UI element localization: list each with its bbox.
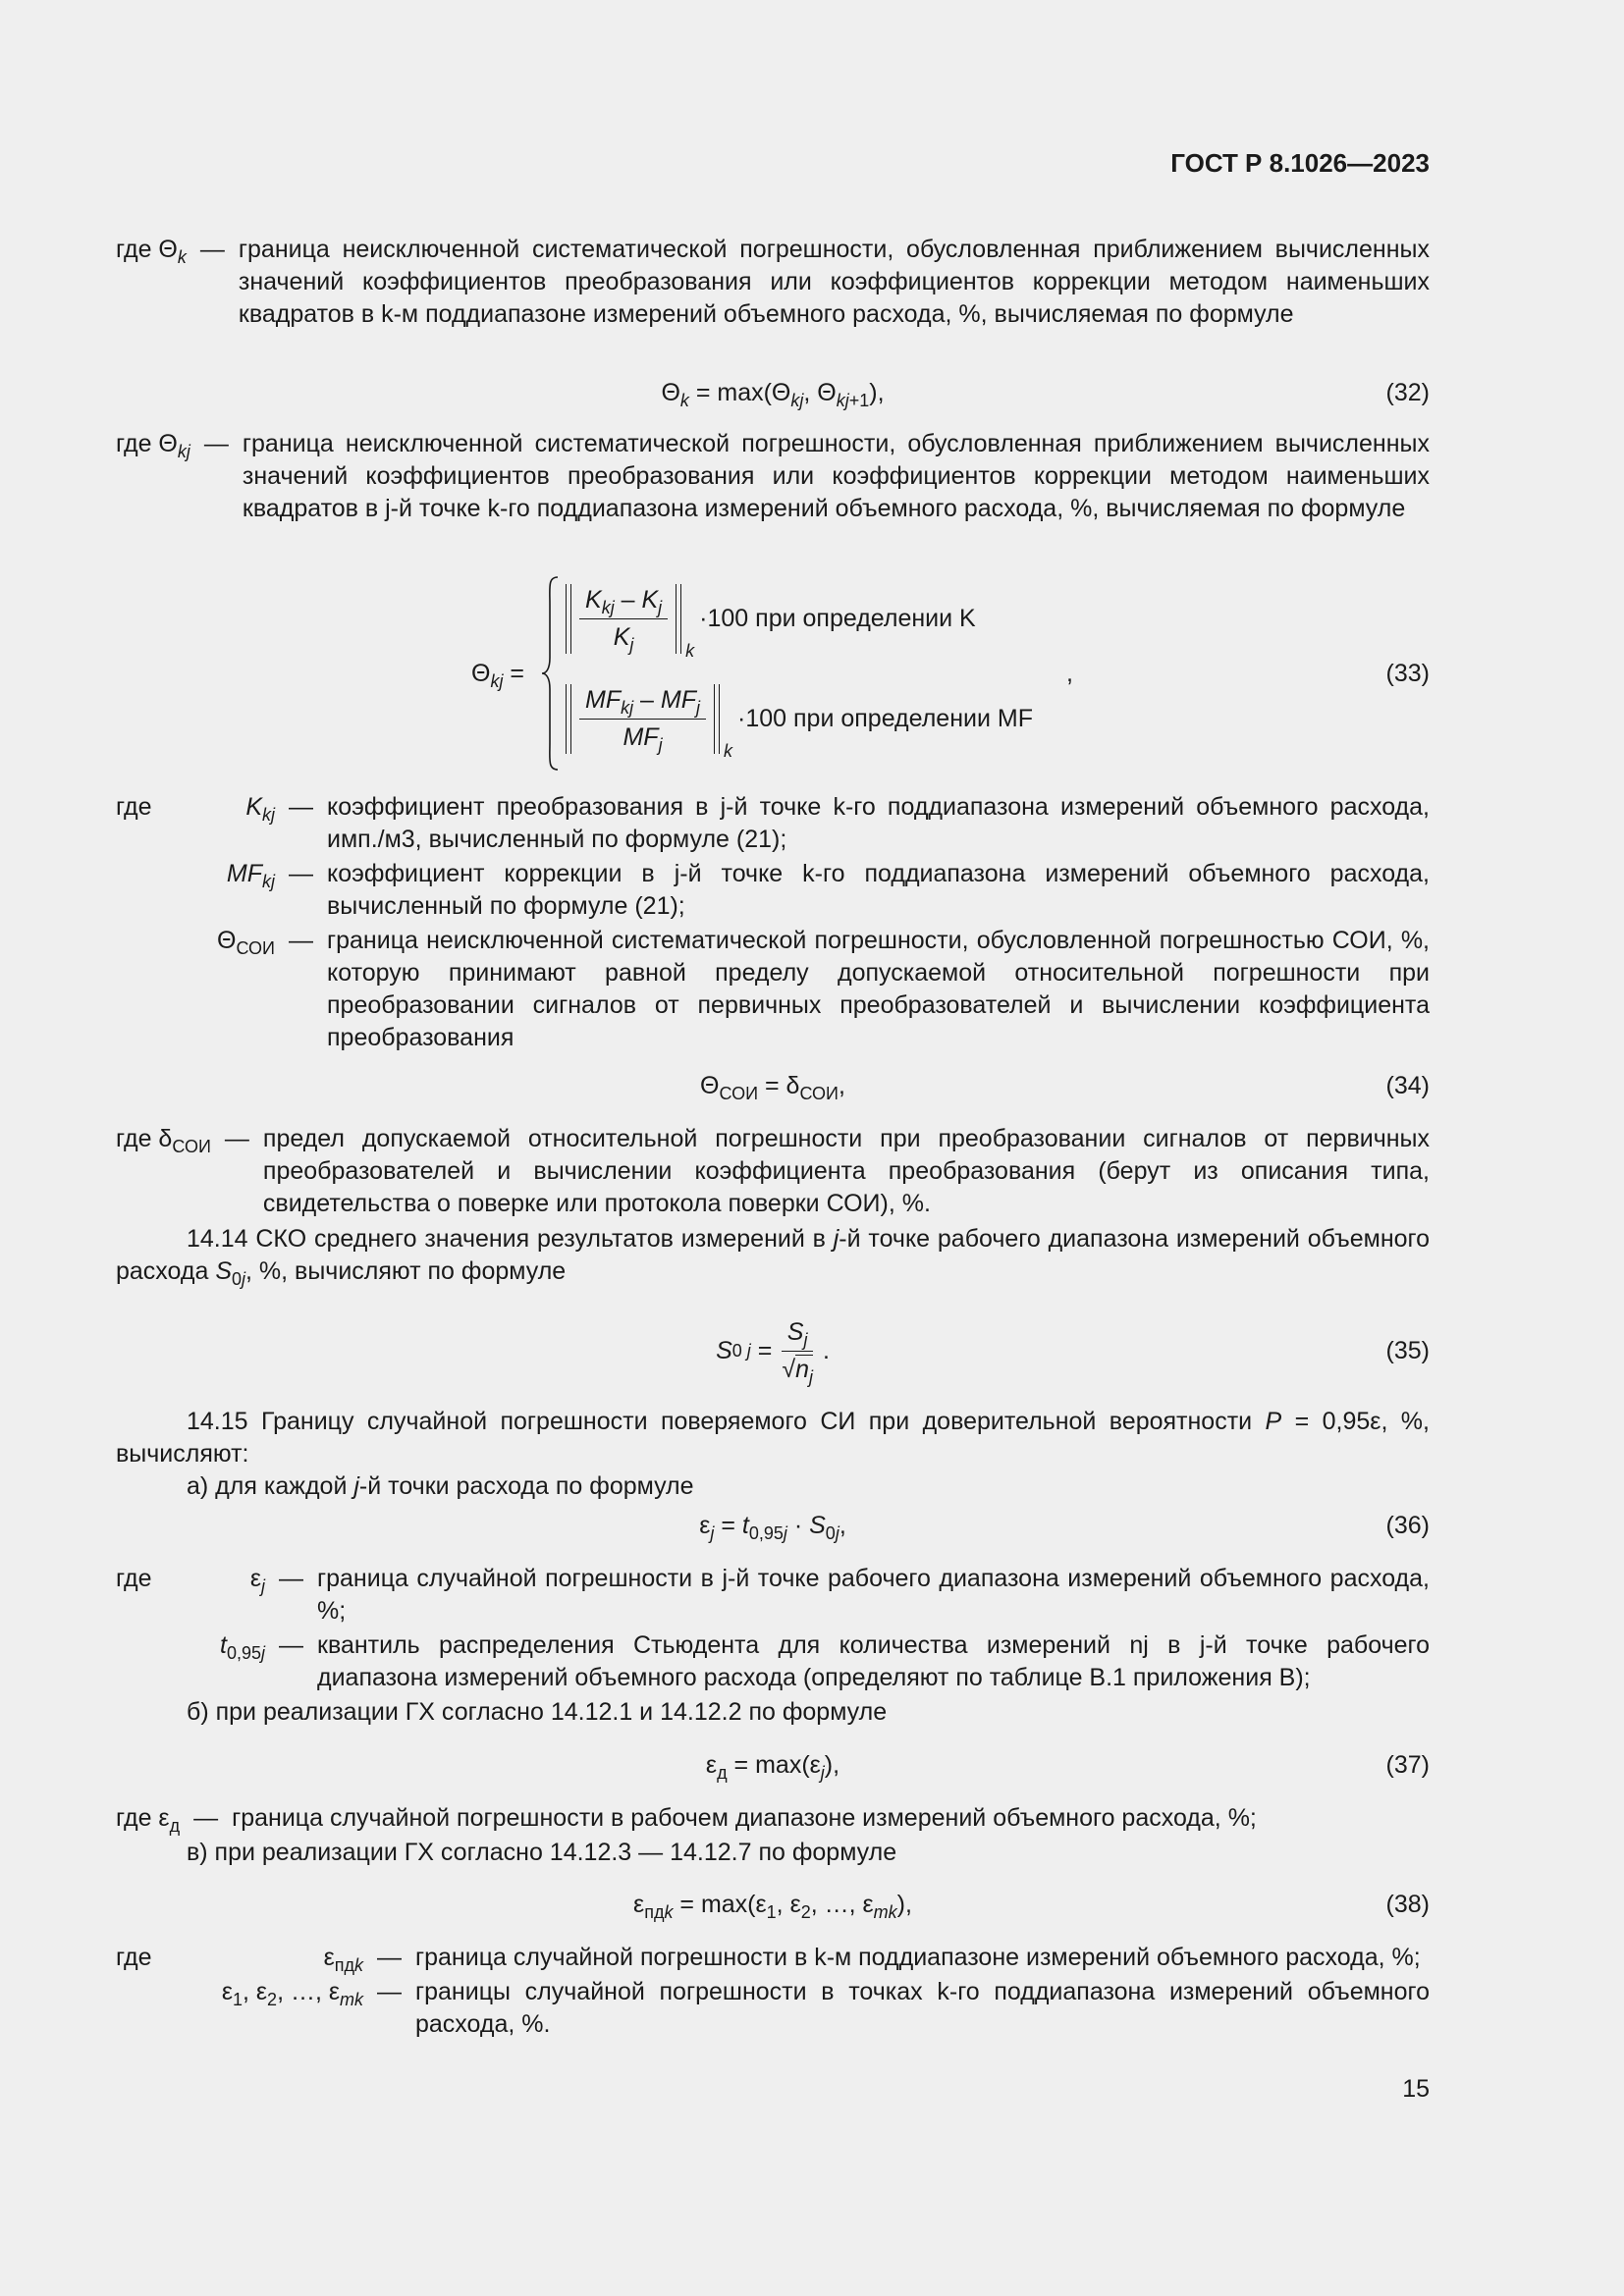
page-number: 15	[1402, 2075, 1430, 2103]
formula: $\varepsilon_j = t_{0,95j} \cdot S_{0j}$,	[699, 1511, 846, 1543]
case-mf-text: ·100 при определении MF	[737, 704, 1033, 732]
case-k-text: ·100 при определении K	[699, 604, 976, 632]
formula: S 0 j = $\frac{S_j}{√n_j}$ .	[716, 1317, 830, 1387]
formula: $\varepsilon_{пдk} = \max(\varepsilon_1$, $\varepsilon_2$, …, $\varepsilon_{mk}$),	[633, 1890, 912, 1922]
definition-text: граница неисключенной систематической погрешности, обусловленная приближением вычисленных значений коэффициентов преобразования или коэффициентов коррекции методом наименьших квадратов в j-й точке k-го поддиапазона измерений объемного расхода, %, вычисляемая по формуле	[242, 430, 1430, 522]
equation-number: (35)	[1385, 1337, 1430, 1364]
equation-38	[116, 1885, 1430, 1924]
equation-36	[116, 1506, 1430, 1545]
definition-delta: где $\delta_{СОИ}$ — предел допускаемой относительной погрешности при преобразовании сигналов от первичных преобразователей и вычислении коэффициента преобразования (берут из описания типа, свидетельства о поверке или протокола поверки СОИ), %.	[116, 1125, 1430, 1217]
formula: $\Theta_k = \max(\Theta_{kj}$, $\Theta_{kj+1}$),	[661, 378, 885, 410]
equation-33: $\Theta_{kj}$ = $\frac{K_{kj} - K_j}{K_j}$ k ·100 при определении K $\frac{MF_{kj} - MF_j}{MF_j}$ k ·100 при определении MF , (33)	[116, 571, 1430, 777]
equation-32	[116, 373, 1430, 412]
case-k: $\frac{K_{kj} - K_j}{K_j}$ k ·100 при определении K	[566, 579, 976, 658]
equation-34	[116, 1066, 1430, 1105]
definitions-36: где $\varepsilon_j$ — граница случайной погрешности в j-й точке рабочего диапазона измерений объемного расхода, %; $t_{0,95j}$ — квантиль распределения Стьюдента для количества измерений nj в j-й точке рабочего диапазона измерений объемного расхода (определяют по таблице В.1 приложения В); б) при реализации ГХ согласно 14.12.1 и 14.12.2 по формуле	[116, 1565, 1430, 1726]
definitions-38: где $\varepsilon_{пдk}$ — граница случайной погрешности в k-м поддиапазоне измерений объемного расхода, %; $\varepsilon_1$, $\varepsilon_2$, …, $\varepsilon_{mk}$ — границы случайной погрешности в точках k-го поддиапазона измерений объемного расхода, %.	[116, 1944, 1430, 2038]
paragraph-14-15: 14.15 Границу случайной погрешности поверяемого СИ при доверительной вероятности P = 0,95ε, %, вычисляют: а) для каждой j-й точки расхода по формуле	[116, 1408, 1430, 1500]
case-mf: $\frac{MF_{kj} - MF_j}{MF_j}$ k ·100 при определении MF	[566, 679, 1033, 758]
equation-number: (34)	[1385, 1072, 1430, 1099]
definition-text: граница неисключенной систематической погрешности, обусловленная приближением вычисленных значений коэффициентов преобразования или коэффициентов коррекции методом наименьших квадратов в k-м поддиапазоне измерений объемного расхода, %, вычисляемая по формуле	[238, 236, 1430, 328]
equation-35	[116, 1311, 1430, 1390]
paragraph-14-14: 14.14 СКО среднего значения результатов измерений в j-й точке рабочего диапазона измерений объемного расхода $S_{0j}$, %, вычисляют по формуле	[116, 1225, 1430, 1289]
left-brace	[540, 575, 562, 772]
equation-number: (33)	[1385, 660, 1430, 687]
formula: $\varepsilon_д = \max(\varepsilon_j)$,	[705, 1750, 840, 1783]
equation-37	[116, 1745, 1430, 1785]
symbol-label: где $\Theta_k$	[116, 236, 187, 267]
equation-number: (36)	[1385, 1512, 1430, 1539]
equation-number: (37)	[1385, 1751, 1430, 1779]
symbol-label: где $\Theta_{kj}$	[116, 430, 190, 461]
formula: $\Theta_{СОИ} = \delta_{СОИ}$,	[700, 1071, 845, 1103]
definition-eps-d: где $\varepsilon_д$ — граница случайной погрешности в рабочем диапазоне измерений объемного расхода, %; в) при реализации ГХ согласно 14.12.3 — 14.12.7 по формуле	[116, 1804, 1257, 1866]
definitions-33: где $K_{kj}$ — коэффициент преобразования в j-й точке k-го поддиапазона измерений объемного расхода, имп./м3, вычисленный по формуле (21); $MF_{kj}$ — коэффициент коррекции в j-й точке k-го поддиапазона измерений объемного расхода, вычисленный по формуле (21); $\Theta_{СОИ}$ — граница неисключенной систематической погрешности, обусловленной погрешностью СОИ, %, которую принимают равной пределу допускаемой относительной погрешности при преобразовании сигналов от первичных преобразователей и вычислении коэффициента преобразования	[116, 793, 1430, 1051]
formula-lhs: $\Theta_{kj}$ =	[471, 660, 524, 691]
equation-number: (32)	[1385, 379, 1430, 406]
document-code: ГОСТ Р 8.1026—2023	[1170, 148, 1430, 178]
definition-theta-kj: где $\Theta_{kj}$ — граница неисключенной систематической погрешности, обусловленная приближением вычисленных значений коэффициентов преобразования или коэффициентов коррекции методом наименьших квадратов в j-й точке k-го поддиапазона измерений объемного расхода, %, вычисляемая по формуле	[116, 428, 1430, 525]
definition-theta-k: где $\Theta_k$ — граница неисключенной систематической погрешности, обусловленная приближением вычисленных значений коэффициентов преобразования или коэффициентов коррекции методом наименьших квадратов в k-м поддиапазоне измерений объемного расхода, %, вычисляемая по формуле	[116, 234, 1430, 331]
equation-number: (38)	[1385, 1891, 1430, 1918]
